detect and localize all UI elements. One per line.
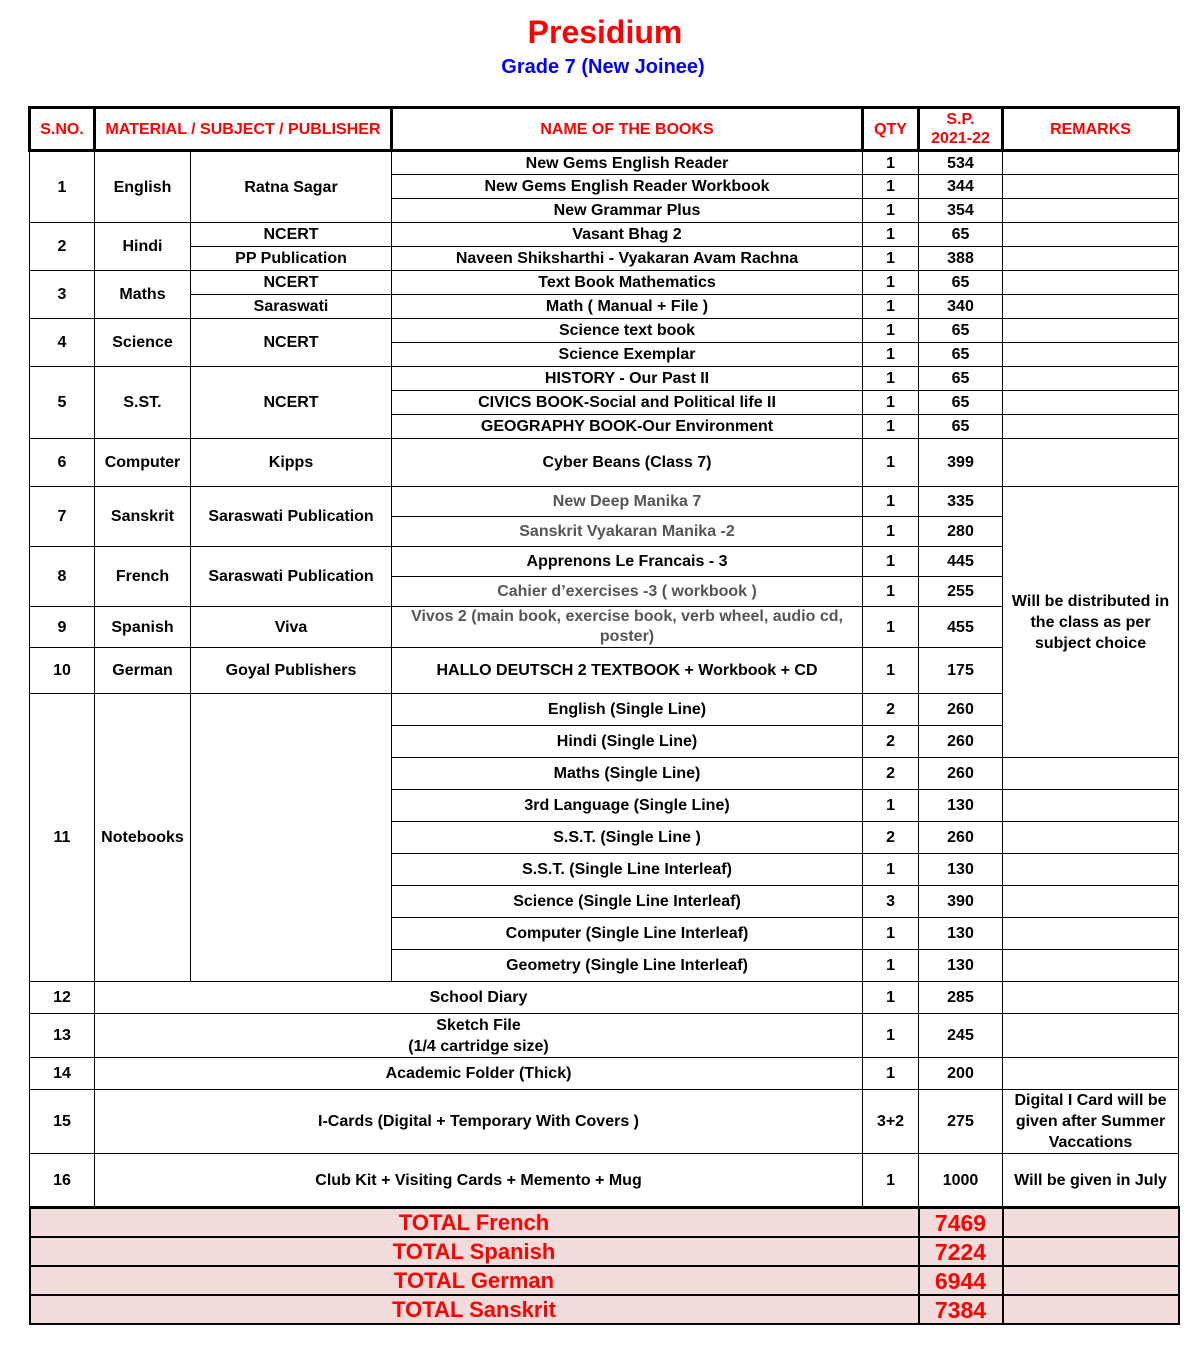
book-name-cell: Science Exemplar bbox=[392, 343, 863, 367]
table-row bbox=[30, 271, 1179, 295]
remarks-cell bbox=[1003, 439, 1179, 487]
subject-cell: Sanskrit bbox=[95, 487, 191, 547]
remarks-cell bbox=[1003, 854, 1179, 886]
remarks-cell bbox=[1003, 247, 1179, 271]
book-name-cell: New Gems English Reader Workbook bbox=[392, 175, 863, 199]
sp-cell: 340 bbox=[919, 295, 1003, 319]
subject-cell: Computer bbox=[95, 439, 191, 487]
sp-cell: 65 bbox=[919, 391, 1003, 415]
qty-cell: 1 bbox=[863, 854, 919, 886]
sp-cell: 260 bbox=[919, 758, 1003, 790]
remarks-cell bbox=[1003, 790, 1179, 822]
publisher-cell bbox=[191, 694, 392, 982]
remarks-cell bbox=[1003, 271, 1179, 295]
sp-cell: 1000 bbox=[919, 1154, 1003, 1208]
table-row bbox=[30, 223, 1179, 247]
page-subtitle: Grade 7 (New Joinee) bbox=[501, 56, 705, 78]
qty-cell: 2 bbox=[863, 822, 919, 854]
sno-cell: 15 bbox=[30, 1090, 95, 1154]
book-name-cell: Hindi (Single Line) bbox=[392, 726, 863, 758]
header-row bbox=[30, 108, 1179, 151]
table-row bbox=[30, 367, 1179, 391]
remarks-cell bbox=[1003, 415, 1179, 439]
table-row bbox=[30, 439, 1179, 487]
qty-cell: 2 bbox=[863, 726, 919, 758]
book-name-cell: S.S.T. (Single Line Interleaf) bbox=[392, 854, 863, 886]
book-name-cell: GEOGRAPHY BOOK-Our Environment bbox=[392, 415, 863, 439]
publisher-cell: Viva bbox=[191, 607, 392, 648]
publisher-cell: NCERT bbox=[191, 223, 392, 247]
book-name-cell: Math ( Manual + File ) bbox=[392, 295, 863, 319]
sp-cell: 65 bbox=[919, 271, 1003, 295]
remarks-cell bbox=[1003, 319, 1179, 343]
total-remarks bbox=[1003, 1208, 1179, 1238]
qty-cell: 1 bbox=[863, 391, 919, 415]
subject-cell: German bbox=[95, 648, 191, 694]
qty-cell: 1 bbox=[863, 790, 919, 822]
qty-cell: 1 bbox=[863, 577, 919, 607]
sp-cell: 354 bbox=[919, 199, 1003, 223]
publisher-cell: NCERT bbox=[191, 367, 392, 439]
sp-cell: 130 bbox=[919, 918, 1003, 950]
total-remarks bbox=[1003, 1266, 1179, 1295]
remarks-cell bbox=[1003, 822, 1179, 854]
sp-cell: 130 bbox=[919, 854, 1003, 886]
book-name-cell: Maths (Single Line) bbox=[392, 758, 863, 790]
sno-cell: 3 bbox=[30, 271, 95, 319]
remarks-cell bbox=[1003, 982, 1179, 1014]
remarks-cell bbox=[1003, 918, 1179, 950]
sp-cell: 335 bbox=[919, 487, 1003, 517]
subject-cell: Spanish bbox=[95, 607, 191, 648]
sp-cell: 65 bbox=[919, 319, 1003, 343]
book-name-cell: Geometry (Single Line Interleaf) bbox=[392, 950, 863, 982]
sno-cell: 14 bbox=[30, 1058, 95, 1090]
qty-cell: 1 bbox=[863, 1058, 919, 1090]
header-material: MATERIAL / SUBJECT / PUBLISHER bbox=[95, 108, 392, 151]
sno-cell: 6 bbox=[30, 439, 95, 487]
qty-cell: 1 bbox=[863, 151, 919, 175]
remarks-cell bbox=[1003, 175, 1179, 199]
sp-cell: 65 bbox=[919, 343, 1003, 367]
sp-cell: 285 bbox=[919, 982, 1003, 1014]
qty-cell: 1 bbox=[863, 271, 919, 295]
sp-cell: 445 bbox=[919, 547, 1003, 577]
qty-cell: 3+2 bbox=[863, 1090, 919, 1154]
total-value: 7224 bbox=[919, 1237, 1003, 1266]
book-name-cell: HISTORY - Our Past II bbox=[392, 367, 863, 391]
sp-cell: 534 bbox=[919, 151, 1003, 175]
sno-cell: 8 bbox=[30, 547, 95, 607]
sno-cell: 5 bbox=[30, 367, 95, 439]
qty-cell: 1 bbox=[863, 517, 919, 547]
book-name-cell: HALLO DEUTSCH 2 TEXTBOOK + Workbook + CD bbox=[392, 648, 863, 694]
qty-cell: 3 bbox=[863, 886, 919, 918]
book-name-cell: New Deep Manika 7 bbox=[392, 487, 863, 517]
remarks-cell bbox=[1003, 1014, 1179, 1058]
book-name-cell: Cahier d’exercises -3 ( workbook ) bbox=[392, 577, 863, 607]
subject-cell: Maths bbox=[95, 271, 191, 319]
publisher-cell: Saraswati bbox=[191, 295, 392, 319]
book-name-cell: Sanskrit Vyakaran Manika -2 bbox=[392, 517, 863, 547]
sno-cell: 16 bbox=[30, 1154, 95, 1208]
sp-cell: 260 bbox=[919, 694, 1003, 726]
sno-cell: 11 bbox=[30, 694, 95, 982]
remarks-cell bbox=[1003, 151, 1179, 175]
sp-cell: 260 bbox=[919, 726, 1003, 758]
total-remarks bbox=[1003, 1295, 1179, 1324]
table-row bbox=[30, 295, 1179, 319]
qty-cell: 1 bbox=[863, 648, 919, 694]
qty-cell: 1 bbox=[863, 487, 919, 517]
publisher-cell: NCERT bbox=[191, 319, 392, 367]
book-list-table bbox=[28, 106, 1179, 1325]
book-name-cell bbox=[95, 1014, 863, 1058]
header-books: NAME OF THE BOOKS bbox=[392, 108, 863, 151]
qty-cell: 2 bbox=[863, 694, 919, 726]
remarks-cell bbox=[1003, 295, 1179, 319]
book-name-cell: Cyber Beans (Class 7) bbox=[392, 439, 863, 487]
header-qty: QTY bbox=[863, 108, 919, 151]
qty-cell: 1 bbox=[863, 1014, 919, 1058]
header-sno: S.NO. bbox=[30, 108, 95, 151]
publisher-cell: Ratna Sagar bbox=[191, 151, 392, 223]
book-name-cell: Naveen Shiksharthi - Vyakaran Avam Rachna bbox=[392, 247, 863, 271]
table-row bbox=[30, 1058, 1179, 1090]
qty-cell: 1 bbox=[863, 547, 919, 577]
sp-cell: 260 bbox=[919, 822, 1003, 854]
sp-cell: 65 bbox=[919, 415, 1003, 439]
qty-cell: 1 bbox=[863, 918, 919, 950]
remarks-cell bbox=[1003, 886, 1179, 918]
header-sp bbox=[919, 108, 1003, 151]
remarks-cell bbox=[1003, 1058, 1179, 1090]
qty-cell: 1 bbox=[863, 319, 919, 343]
qty-cell: 1 bbox=[863, 1154, 919, 1208]
sp-cell: 275 bbox=[919, 1090, 1003, 1154]
book-name-cell: New Gems English Reader bbox=[392, 151, 863, 175]
header-sp-line2: 2021-22 bbox=[931, 130, 990, 147]
sno-cell: 4 bbox=[30, 319, 95, 367]
publisher-cell: PP Publication bbox=[191, 247, 392, 271]
publisher-cell: Kipps bbox=[191, 439, 392, 487]
publisher-cell: Saraswati Publication bbox=[191, 547, 392, 607]
remarks-cell bbox=[1003, 367, 1179, 391]
qty-cell: 1 bbox=[863, 607, 919, 648]
sp-cell: 255 bbox=[919, 577, 1003, 607]
table-row bbox=[30, 247, 1179, 271]
table-row bbox=[30, 319, 1179, 343]
remarks-cell bbox=[1003, 343, 1179, 367]
sno-cell: 10 bbox=[30, 648, 95, 694]
remarks-cell bbox=[1003, 199, 1179, 223]
publisher-cell: Saraswati Publication bbox=[191, 487, 392, 547]
book-name-cell: 3rd Language (Single Line) bbox=[392, 790, 863, 822]
table-row bbox=[30, 487, 1179, 517]
sp-cell: 390 bbox=[919, 886, 1003, 918]
sp-cell: 399 bbox=[919, 439, 1003, 487]
book-name-cell: English (Single Line) bbox=[392, 694, 863, 726]
book-name-cell: Computer (Single Line Interleaf) bbox=[392, 918, 863, 950]
sno-cell: 13 bbox=[30, 1014, 95, 1058]
sno-cell: 9 bbox=[30, 607, 95, 648]
subject-cell: Science bbox=[95, 319, 191, 367]
page-title: Presidium bbox=[527, 14, 683, 50]
sp-cell: 65 bbox=[919, 367, 1003, 391]
sno-cell: 2 bbox=[30, 223, 95, 271]
sno-cell: 1 bbox=[30, 151, 95, 223]
remarks-cell: Will be given in July bbox=[1003, 1154, 1179, 1208]
total-row bbox=[30, 1208, 1179, 1238]
subject-cell: S.ST. bbox=[95, 367, 191, 439]
total-label: TOTAL German bbox=[30, 1266, 919, 1295]
total-value: 7384 bbox=[919, 1295, 1003, 1324]
book-name-cell: New Grammar Plus bbox=[392, 199, 863, 223]
qty-cell: 2 bbox=[863, 758, 919, 790]
book-name-cell: S.S.T. (Single Line ) bbox=[392, 822, 863, 854]
book-name-cell: Text Book Mathematics bbox=[392, 271, 863, 295]
subject-cell: Hindi bbox=[95, 223, 191, 271]
qty-cell: 1 bbox=[863, 367, 919, 391]
total-label: TOTAL Spanish bbox=[30, 1237, 919, 1266]
sp-cell: 65 bbox=[919, 223, 1003, 247]
book-name-cell: Vasant Bhag 2 bbox=[392, 223, 863, 247]
subject-cell: French bbox=[95, 547, 191, 607]
qty-cell: 1 bbox=[863, 295, 919, 319]
book-name-cell: Vivos 2 (main book, exercise book, verb wheel, audio cd, poster) bbox=[392, 607, 863, 648]
remarks-cell bbox=[1003, 950, 1179, 982]
sp-cell: 130 bbox=[919, 950, 1003, 982]
header-remarks: REMARKS bbox=[1003, 108, 1179, 151]
sp-cell: 175 bbox=[919, 648, 1003, 694]
qty-cell: 1 bbox=[863, 223, 919, 247]
header-sp-line1: S.P. bbox=[946, 111, 975, 128]
book-name-cell: Club Kit + Visiting Cards + Memento + Mug bbox=[95, 1154, 863, 1208]
total-value: 6944 bbox=[919, 1266, 1003, 1295]
qty-cell: 1 bbox=[863, 199, 919, 223]
qty-cell: 1 bbox=[863, 343, 919, 367]
publisher-cell: Goyal Publishers bbox=[191, 648, 392, 694]
sp-cell: 130 bbox=[919, 790, 1003, 822]
remarks-cell: Digital I Card will be given after Summer Vaccations bbox=[1003, 1090, 1179, 1154]
subject-cell: English bbox=[95, 151, 191, 223]
language-remark-cell: Will be distributed in the class as per subject choice bbox=[1003, 487, 1179, 758]
sp-cell: 455 bbox=[919, 607, 1003, 648]
sketch-line2: (1/4 cartridge size) bbox=[408, 1037, 549, 1055]
sp-cell: 245 bbox=[919, 1014, 1003, 1058]
book-name-cell: Apprenons Le Francais - 3 bbox=[392, 547, 863, 577]
sp-cell: 344 bbox=[919, 175, 1003, 199]
sno-cell: 7 bbox=[30, 487, 95, 547]
sp-cell: 280 bbox=[919, 517, 1003, 547]
table-row bbox=[30, 1014, 1179, 1058]
total-label: TOTAL Sanskrit bbox=[30, 1295, 919, 1324]
sp-cell: 388 bbox=[919, 247, 1003, 271]
qty-cell: 1 bbox=[863, 950, 919, 982]
qty-cell: 1 bbox=[863, 247, 919, 271]
table-row bbox=[30, 1090, 1179, 1154]
book-name-cell: Academic Folder (Thick) bbox=[95, 1058, 863, 1090]
total-value: 7469 bbox=[919, 1208, 1003, 1238]
total-row bbox=[30, 1295, 1179, 1324]
book-name-cell: CIVICS BOOK-Social and Political life II bbox=[392, 391, 863, 415]
total-remarks bbox=[1003, 1237, 1179, 1266]
remarks-cell bbox=[1003, 223, 1179, 247]
total-row bbox=[30, 1266, 1179, 1295]
publisher-cell: NCERT bbox=[191, 271, 392, 295]
table-row bbox=[30, 151, 1179, 175]
subject-cell: Notebooks bbox=[95, 694, 191, 982]
book-name-cell: I-Cards (Digital + Temporary With Covers ) bbox=[95, 1090, 863, 1154]
qty-cell: 1 bbox=[863, 415, 919, 439]
sp-cell: 200 bbox=[919, 1058, 1003, 1090]
total-label: TOTAL French bbox=[30, 1208, 919, 1238]
book-name-cell: School Diary bbox=[95, 982, 863, 1014]
table-row bbox=[30, 982, 1179, 1014]
remarks-cell bbox=[1003, 391, 1179, 415]
qty-cell: 1 bbox=[863, 439, 919, 487]
qty-cell: 1 bbox=[863, 175, 919, 199]
book-name-cell: Science (Single Line Interleaf) bbox=[392, 886, 863, 918]
table-row bbox=[30, 1154, 1179, 1208]
qty-cell: 1 bbox=[863, 982, 919, 1014]
book-name-cell: Science text book bbox=[392, 319, 863, 343]
sketch-line1: Sketch File bbox=[436, 1016, 521, 1034]
sno-cell: 12 bbox=[30, 982, 95, 1014]
remarks-cell bbox=[1003, 758, 1179, 790]
total-row bbox=[30, 1237, 1179, 1266]
